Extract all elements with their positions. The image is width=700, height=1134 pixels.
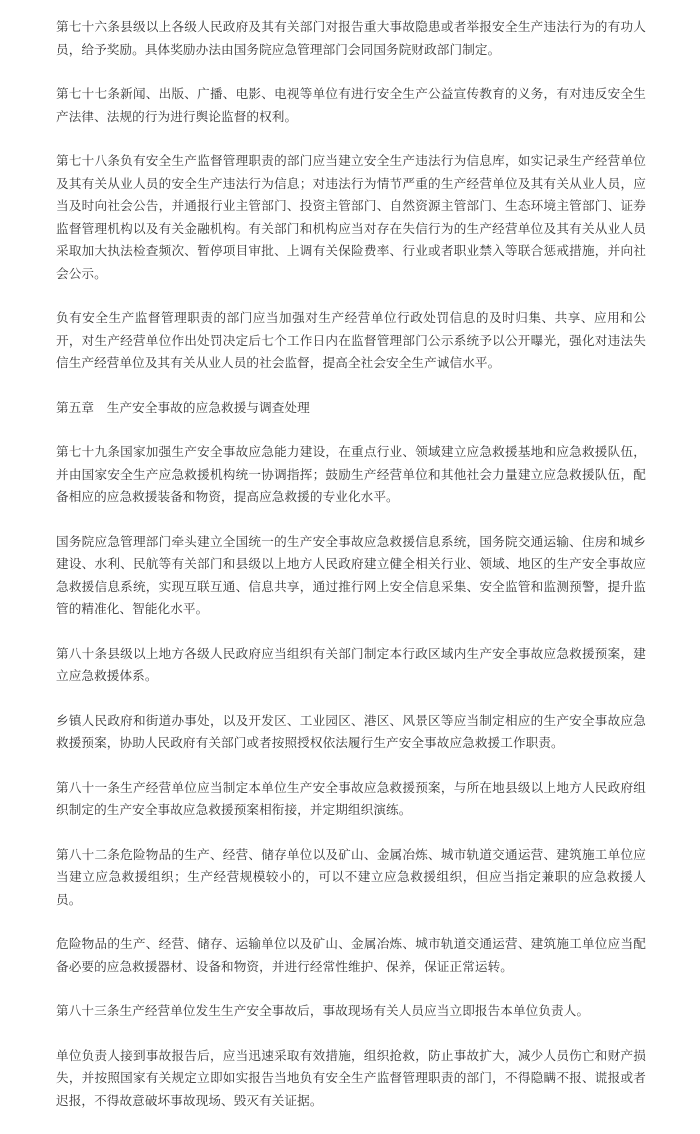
paragraph-article-77: 第七十七条新闻、出版、广播、电影、电视等单位有进行安全生产公益宣传教育的义务，有对违反安全生产法律、法规的行为进行舆论监督的权利。 (56, 86, 646, 124)
paragraph-article-78: 第七十八条负有安全生产监督管理职责的部门应当建立安全生产违法行为信息库，如实记录生产经营单位及其有关从业人员的安全生产违法行为信息；对违法行为情节严重的生产经营单位及其有关从业人员，应当及时向社会公告，并通报行业主管部门、投资主管部门、自然资源主管部门、生态环境主管部门、证券监督管理机构以及有关金融机构。有关部门和机构应当对存在失信行为的生产经营单位及其有关从业人员采取加大执法检查频次、暂停项目审批、上调有关保险费率、行业或者职业禁入等联合惩戒措施，并向社会公示。 (56, 153, 646, 281)
paragraph-article-80: 第八十条县级以上地方各级人民政府应当组织有关部门制定本行政区域内生产安全事故应急救援预案，建立应急救援体系。 (56, 645, 646, 683)
paragraph-article-83-part-2: 单位负责人接到事故报告后，应当迅速采取有效措施，组织抢救，防止事故扩大，减少人员伤亡和财产损失，并按照国家有关规定立即如实报告当地负有安全生产监督管理职责的部门，不得隐瞒不报、谎报或者迟报，不得故意破坏事故现场、毁灭有关证据。 (56, 1047, 646, 1108)
paragraph-article-80-part-2: 乡镇人民政府和街道办事处，以及开发区、工业园区、港区、风景区等应当制定相应的生产安全事故应急救援预案，协助人民政府有关部门或者按照授权依法履行生产安全事故应急救援工作职责。 (56, 712, 646, 750)
paragraph-article-78-part-2: 负有安全生产监督管理职责的部门应当加强对生产经营单位行政处罚信息的及时归集、共享、应用和公开，对生产经营单位作出处罚决定后七个工作日内在监督管理部门公示系统予以公开曝光，强化对违法失信生产经营单位及其有关从业人员的社会监督，提高全社会安全生产诚信水平。 (56, 310, 646, 370)
paragraph-article-82: 第八十二条危险物品的生产、经营、储存单位以及矿山、金属冶炼、城市轨道交通运营、建筑施工单位应当建立应急救援组织；生产经营规模较小的，可以不建立应急救援组织，但应当指定兼职的应急救援人员。 (56, 846, 646, 907)
paragraph-article-76: 第七十六条县级以上各级人民政府及其有关部门对报告重大事故隐患或者举报安全生产违法行为的有功人员，给予奖励。具体奖励办法由国务院应急管理部门会同国务院财政部门制定。 (56, 19, 646, 57)
paragraph-article-79: 第七十九条国家加强生产安全事故应急能力建设，在重点行业、领域建立应急救援基地和应急救援队伍，并由国家安全生产应急救援机构统一协调指挥；鼓励生产经营单位和其他社会力量建立应急救援队伍，配备相应的应急救援装备和物资，提高应急救援的专业化水平。 (56, 444, 646, 504)
paragraph-article-79-part-2: 国务院应急管理部门牵头建立全国统一的生产安全事故应急救援信息系统，国务院交通运输、住房和城乡建设、水利、民航等有关部门和县级以上地方人民政府建立健全相关行业、领域、地区的生产安全事故应急救援信息系统，实现互联互通、信息共享，通过推行网上安全信息采集、安全监管和监测预警，提升监管的精准化、智能化水平。 (56, 533, 646, 616)
document-body (56, 19, 646, 1134)
paragraph-article-83: 第八十三条生产经营单位发生生产安全事故后，事故现场有关人员应当立即报告本单位负责人。 (56, 1003, 590, 1018)
chapter-heading: 第五章 生产安全事故的应急救援与调查处理 (56, 399, 310, 415)
paragraph-article-82-part-2: 危险物品的生产、经营、储存、运输单位以及矿山、金属冶炼、城市轨道交通运营、建筑施工单位应当配备必要的应急救援器材、设备和物资，并进行经常性维护、保养，保证正常运转。 (56, 936, 646, 974)
paragraph-article-81: 第八十一条生产经营单位应当制定本单位生产安全事故应急救援预案，与所在地县级以上地方人民政府组织制定的生产安全事故应急救援预案相衔接，并定期组织演练。 (56, 779, 646, 817)
